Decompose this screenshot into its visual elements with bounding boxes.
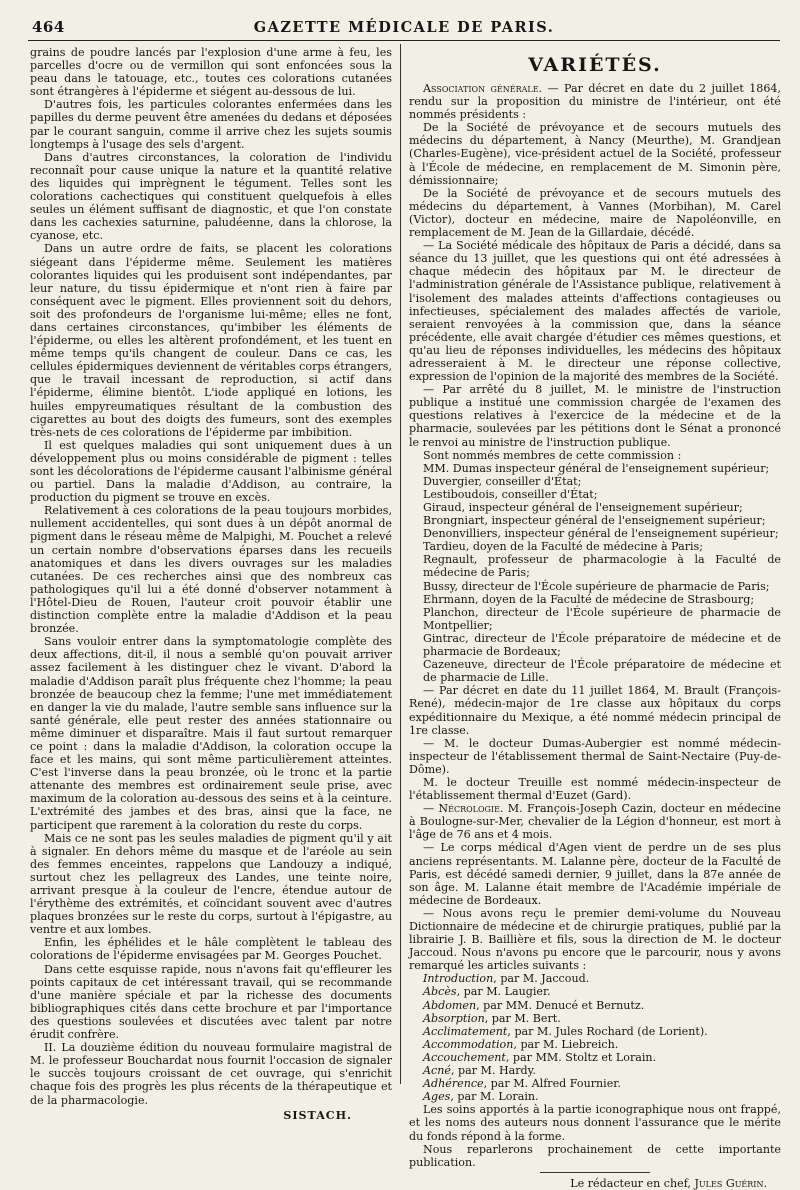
list-item: Denonvilliers, inspecteur général de l'enseignement supérieur; (423, 527, 779, 541)
article-title: Accommodation (423, 1037, 514, 1051)
editor-title: Le rédacteur en chef, (570, 1176, 695, 1190)
paragraph: — Nécrologie. M. François-Joseph Cazin, docteur en médecine à Boulogne-sur-Mer, chevalier de la Légion d'honneur, est mort à l'âge de 76 ans et 4 mois. (409, 802, 781, 842)
article-title: Ages (423, 1090, 451, 1104)
list-item (409, 985, 781, 998)
article-title: Accouchement (423, 1050, 506, 1064)
article-author: , par M. Laugier. (456, 985, 551, 999)
page-header (28, 14, 780, 41)
list-item (409, 1038, 781, 1051)
closing-rule (540, 1172, 650, 1173)
paragraph: Dans d'autres circonstances, la coloration de l'individu reconnaît pour cause unique la nature et la quantité relative des liquides qui imprègnent le tégument. Telles sont les colorations cachectiques qui constituent quelquefois à elles seules un élément suffisant de diagnostic, et que l'on constate dans les cachexies saturnine, paludéenne, dans la chlorose, la cyanose, etc. (30, 150, 392, 243)
list-item: Giraud, inspecteur général de l'enseignement supérieur; (423, 501, 743, 514)
list-item: MM. Dumas inspecteur général de l'enseignement supérieur; (423, 461, 770, 475)
paragraph: Les soins apportés à la partie iconographique nous ont frappé, et les noms des auteurs nous donnent l'assurance que le mérite du fonds répond à la forme. (409, 1103, 781, 1143)
article-list (409, 972, 781, 1103)
rubric-text: M. François-Joseph Cazin, docteur en médecine à Boulogne-sur-Mer, chevalier de la Légion d'honneur, est mort à l'âge de 76 ans et 4 mois. (409, 802, 781, 842)
list-item: Tardieu, doyen de la Faculté de médecine à Paris; (423, 540, 703, 554)
list-item (409, 1077, 781, 1090)
list-item (409, 1012, 781, 1025)
paragraph: grains de poudre lancés par l'explosion d'une arme à feu, les parcelles d'ocre ou de vermillon qui sont enfoncées sous la peau dans le tatouage, etc., toutes ces colorations cutanées sont étrangères à l'épiderme et siégent au-dessous de lui. (30, 46, 392, 99)
editor-name: Jules Guérin. (694, 1176, 767, 1190)
article-author: , par M. Jules Rochard (de Lorient). (507, 1024, 708, 1038)
commission-member-list (409, 462, 781, 685)
article-title: Absorption (423, 1011, 485, 1025)
list-item: Cazeneuve, directeur de l'École préparatoire de médecine et de pharmacie de Lille. (423, 658, 781, 685)
article-author: , par M. Alfred Fournier. (483, 1077, 621, 1091)
article-title: Acclimatement (423, 1024, 508, 1038)
rubric-text: — Par décret en date du 2 juillet 1864, rendu sur la proposition du ministre de l'intérieur, ont été nommés présidents : (409, 82, 781, 122)
section-title: VARIÉTÉS. (528, 54, 662, 76)
paragraph: Il est quelques maladies qui sont uniquement dues à un développement plus ou moins considérable de pigment : telles sont les décolorations de l'épiderme causant l'albinisme général ou partiel. Dans la maladie d'Addison, au contraire, la production du pigment se trouve en excès. (30, 438, 392, 505)
list-item: Gintrac, directeur de l'École préparatoire de médecine et de pharmacie de Bordeaux; (423, 631, 781, 659)
list-item: Planchon, directeur de l'École supérieure de pharmacie de Montpellier; (423, 605, 781, 632)
paragraph: Sont nommés membres de cette commission : (423, 448, 682, 462)
journal-title: GAZETTE MÉDICALE DE PARIS. (253, 19, 555, 36)
article-author: , par M. Hardy. (450, 1064, 536, 1078)
list-item (409, 972, 781, 985)
paragraph: Nous reparlerons prochainement de cette importante publication. (409, 1142, 781, 1169)
paragraph: Dans un autre ordre de faits, se placent les colorations siégeant dans l'épiderme même. Seulement les matières colorantes liquides qui les produisent sont indépendantes, par leur nature, du tissu épidermique et n'ont rien à faire par conséquent avec le pigment. Elles proviennent soit du dehors, soit des profondeurs de l'organisme lui-même; elles ne font, dans certaines circonstances, qu'imbiber les éléments de l'épiderme, ou elles les altèrent profondément, et les tuent en même temps qu'ils changent de couleur. Dans ce cas, les cellules épidermiques deviennent de véritables corps étrangers, que le travail incessant de reproduction, si actif dans l'épiderme, élimine bientôt. L'iode appliqué en lotions, les huiles empyreumatiques résultant de la combustion des cigarettes au bout des doigts des fumeurs, sont des exemples très-nets de ces colorations de l'épiderme par imbibition. (30, 242, 392, 439)
paragraph (409, 82, 781, 121)
article-title: Introduction (423, 972, 494, 986)
article-title: Acné (423, 1064, 451, 1078)
page-number: 464 (32, 18, 65, 36)
column-divider (400, 44, 401, 1084)
paragraph: — M. le docteur Dumas-Aubergier est nommé médecin-inspecteur de l'établissement thermal de Saint-Nectaire (Puy-de-Dôme). (409, 736, 781, 776)
paragraph: — Par arrêté du 8 juillet, M. le ministre de l'instruction publique a institué une commission chargée de l'examen des questions relatives à l'exercice de la médecine et de la pharmacie, soulevées par les pétitions dont le Sénat a prononcé le renvoi au ministre de l'instruction publique. (409, 383, 781, 449)
article-author: , par M. Bert. (484, 1011, 561, 1025)
article-author: , par MM. Denucé et Bernutz. (476, 998, 645, 1012)
paragraph: Dans cette esquisse rapide, nous n'avons fait qu'effleurer les points capitaux de cet intéressant travail, qui se recommande d'une manière spéciale et par la richesse des documents bibliographiques cités dans cette brochure et par l'importance des questions soulevées et discutées avec talent par notre érudit confrère. (30, 962, 392, 1042)
list-item (409, 1025, 781, 1038)
article-author: , par M. Jaccoud. (493, 972, 590, 986)
rubric-label: Nécrologie. (438, 802, 504, 816)
editor-signature (409, 1177, 767, 1190)
paragraph: Mais ce ne sont pas les seules maladies de pigment qu'il y ait à signaler. En dehors même du masque et de l'aréole au sein des femmes enceintes, rappelons que Landouzy a indiqué, surtout chez les pellagreux des Landes, une teinte noire, arrivant presque à la couleur de l'encre, étendue autour de l'érythème des extrémités, et coïncidant souvent avec d'autres plaques bronzées sur le reste du corps, surtout à l'épigastre, au ventre et aux lombes. (30, 831, 392, 937)
list-item: Bussy, directeur de l'École supérieure de pharmacie de Paris; (423, 579, 770, 593)
article-author: , par M. Lorain. (450, 1090, 539, 1104)
list-item: Regnault, professeur de pharmacologie à la Faculté de médecine de Paris; (423, 553, 781, 580)
paragraph: — Nous avons reçu le premier demi-volume du Nouveau Dictionnaire de médecine et de chirurgie pratiques, publié par la librairie J. B. Baillière et fils, sous la direction de M. le docteur Jaccoud. Nous n'avons pu encore que le parcourir, nous y avons remarqué les articles suivants : (409, 906, 781, 973)
paragraph: — La Société médicale des hôpitaux de Paris a décidé, dans sa séance du 13 juillet, que les questions qui ont été adressées à chaque médecin des hôpitaux par M. le directeur de l'administration générale de l'Assistance publique, relativement à l'isolement des malades atteints d'affections contagieuses ou infectieuses, spécialement des malades affectés de variole, seraient renvoyées à la commission que, dans la séance précédente, elle avait chargée d'étudier ces mêmes questions, et qu'au lieu de réponses individuelles, les médecins des hôpitaux adresseraient à M. le directeur une réponse collective, expression de l'opinion de la majorité des membres de la Société. (409, 239, 781, 384)
paragraph: — Le corps médical d'Agen vient de perdre un de ses plus anciens représentants. M. Lalanne père, docteur de la Faculté de Paris, est décédé samedi dernier, 9 juillet, dans la 87e année de son âge. M. Lalanne était membre de l'Académie impériale de médecine de Bordeaux. (409, 841, 781, 907)
article-author: , par M. Liebreich. (513, 1037, 619, 1051)
list-item (409, 1051, 781, 1064)
list-item (409, 1090, 781, 1103)
list-item (409, 1064, 781, 1077)
article-author: , par MM. Stoltz et Lorain. (505, 1050, 657, 1064)
paragraph: M. le docteur Treuille est nommé médecin-inspecteur de l'établissement thermal d'Euzet (Gard). (409, 775, 781, 803)
article-title: Abcès (423, 985, 457, 999)
list-item (409, 999, 781, 1012)
list-item: Duvergier, conseiller d'État; (423, 474, 582, 488)
article-title: Adhérence (423, 1077, 484, 1091)
paragraph: D'autres fois, les particules colorantes enfermées dans les papilles du derme peuvent être amenées du dedans et déposées par le courant sanguin, comme il arrive chez les sujets soumis longtemps à l'usage des sels d'argent. (30, 98, 392, 151)
paragraph: De la Société de prévoyance et de secours mutuels des médecins du département, à Vannes (Morbihan), M. Carel (Victor), docteur en médecine, maire de Napoléonville, en remplacement de M. Jean de la Gillardaie, décédé. (409, 186, 781, 240)
rubric-label: Association générale. (423, 82, 543, 95)
paragraph: II. La douzième édition du nouveau formulaire magistral de M. le professeur Bouchardat nous fournit l'occasion de signaler le succès toujours croissant de cet ouvrage, qui s'enrichit chaque fois des progrès les plus récents de la thérapeutique et de la pharmacologie. (30, 1041, 392, 1107)
list-item: Brongniart, inspecteur général de l'enseignement supérieur; (423, 514, 766, 528)
list-item: Lestiboudois, conseiller d'État; (423, 487, 598, 501)
article-title: Abdomen (423, 998, 477, 1012)
paragraph: — Par décret en date du 11 juillet 1864, M. Brault (François-René), médecin-major de 1re classe aux hôpitaux du corps expéditionnaire du Mexique, a été nommé médecin principal de 1re classe. (409, 684, 781, 737)
right-column (409, 46, 781, 1190)
list-item: Ehrmann, doyen de la Faculté de médecine de Strasbourg; (423, 592, 755, 606)
author-signature: SISTACH. (283, 1108, 352, 1122)
left-column (30, 46, 392, 1122)
paragraph: Sans vouloir entrer dans la symptomatologie complète des deux affections, dit-il, il nous a semblé qu'on pouvait arriver assez facilement à les distinguer chez le vivant. D'abord la maladie d'Addison paraît plus fréquente chez l'homme; la peau bronzée de beaucoup chez la femme; l'une met immédiatement en danger la vie du malade, l'autre semble sans influence sur la santé générale, elle peut rester des années stationnaire ou même diminuer et disparaître. Mais il faut surtout remarquer ce point : dans la maladie d'Addison, la coloration occupe la face et les mains, qui sont même particulièrement atteintes. C'est l'inverse dans la peau bronzée, où le tronc et la partie attenante des membres est ordinairement seule prise, avec maximum de la coloration au-dessous des seins et à la ceinture. L'extrémité des jambes et des bras, ainsi que la face, ne participent que rarement à la coloration du reste du corps. (30, 635, 392, 832)
paragraph: Enfin, les éphélides et le hâle complètent le tableau des colorations de l'épiderme envisagées par M. Georges Pouchet. (30, 936, 392, 963)
paragraph: De la Société de prévoyance et de secours mutuels des médecins du département, à Nancy (Meurthe), M. Grandjean (Charles-Eugène), vice-président actuel de la Société, professeur à l'École de médecine, en remplacement de M. Simonin père, démissionnaire; (409, 121, 781, 187)
paragraph: Relativement à ces colorations de la peau toujours morbides, nullement accidentelles, qui sont dues à un dépôt anormal de pigment dans le réseau même de Malpighi, M. Pouchet a relevé un certain nombre d'observations éparses dans les recueils anatomiques et dans les divers ouvrages sur les maladies cutanées. De ces recherches ainsi que des nombreux cas pathologiques qu'il lui a été donné d'observer notamment à l'Hôtel-Dieu de Rouen, l'auteur croit pouvoir établir une distinction complète entre la maladie d'Addison et la peau bronzée. (30, 504, 392, 636)
